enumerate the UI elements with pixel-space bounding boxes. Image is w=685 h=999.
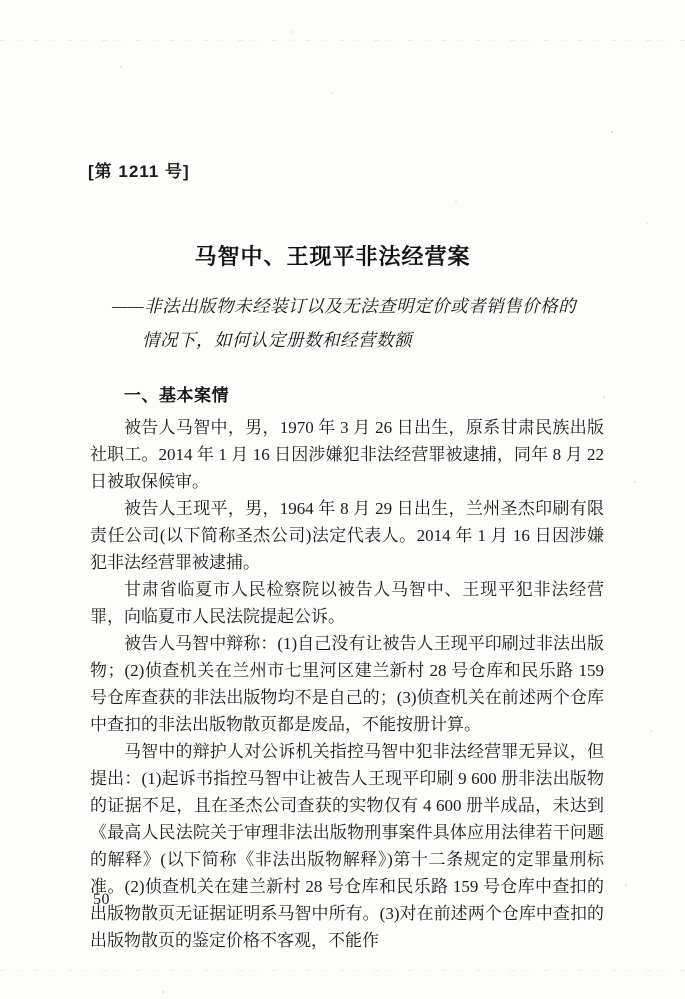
page-number: 50 <box>93 891 110 908</box>
case-number-label: [第 1211 号] <box>88 162 190 181</box>
scan-artifact-line-top <box>0 40 685 41</box>
paragraph-defendant-ma: 被告人马智中，男，1970 年 3 月 26 日出生，原系甘肃民族出版社职工。2014 年 1 月 16 日因涉嫌犯非法经营罪被逮捕，同年 8 月 22 日被取保候审。 <box>90 418 604 491</box>
paragraph-defense-counsel: 马智中的辩护人对公诉机关指控马智中犯非法经营罪无异议，但提出：(1)起诉书指控马智中让被告人王现平印刷 9 600 册非法出版物的证据不足，且在圣杰公司查获的实物仅有 4 600 册半成品，未达到《最高人民法院关于审理非法出版物刑事案件具体应用法律若干问题的解释》(以下简称《非法出版物解释》)第十二条规定的定罪量刑标准。(2)侦查机关在建兰新村 28 号仓库和民乐路 159 号仓库中查扣的出版物散页无证据证明系马智中所有。(3)对在前述两个仓库中查扣的出版物散页的鉴定价格不客观，不能作 <box>90 742 604 950</box>
paragraph-ma-defense: 被告人马智中辩称：(1)自己没有让被告人王现平印刷过非法出版物；(2)侦查机关在兰州市七里河区建兰新村 28 号仓库和民乐路 159 号仓库查获的非法出版物均不是自己的；(3)侦查机关在前述两个仓库中查扣的非法出版物散页都是废品，不能按册计算。 <box>90 634 604 734</box>
case-subtitle-line-1: ——非法出版物未经装订以及无法查明定价或者销售价格的 <box>112 296 577 316</box>
scan-artifact-line-bottom <box>0 970 685 971</box>
case-title: 马智中、王现平非法经营案 <box>194 244 471 269</box>
paragraph-defendant-wang: 被告人王现平，男，1964 年 8 月 29 日出生，兰州圣杰印刷有限责任公司(以下简称圣杰公司)法定代表人。2014 年 1 月 16 日因涉嫌犯非法经营罪被逮捕。 <box>90 499 604 572</box>
body-text <box>90 414 604 954</box>
section-heading-basic-facts: 一、基本案情 <box>124 386 229 405</box>
case-subtitle-line-2: 情况下，如何认定册数和经营数额 <box>142 330 412 350</box>
paragraph-prosecution: 甘肃省临夏市人民检察院以被告人马智中、王现平犯非法经营罪，向临夏市人民法院提起公诉。 <box>90 580 604 626</box>
scan-noise-speckles <box>0 0 2 2</box>
case-subtitle <box>112 289 602 357</box>
